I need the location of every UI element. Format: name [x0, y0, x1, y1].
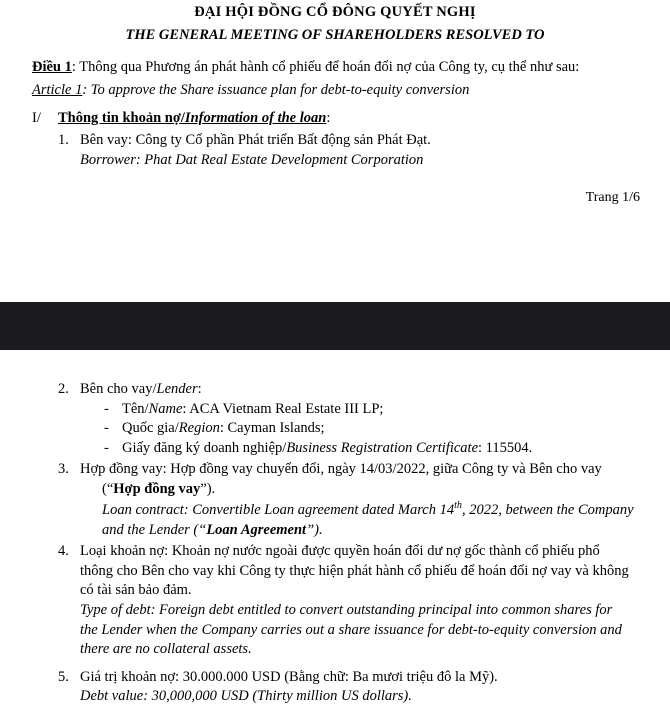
loan-contract-text-vi: Hợp đồng vay: Hợp đồng vay chuyển đổi, ngày 14/03/2022, giữa Công ty và Bên cho vay [80, 461, 602, 478]
section-heading-loan-info [0, 110, 670, 127]
loan-contract-text-en-line2 [80, 521, 640, 541]
section-title-vi: Thông tin khoản nợ [58, 110, 181, 127]
debt-type-vi-line3: có tài sản bảo đảm. [80, 582, 192, 599]
lender-label-en: Lender [156, 381, 198, 397]
page-number: Trang 1/6 [585, 190, 640, 205]
list-item-number: 4. [58, 543, 69, 560]
loan-info-list-bottom [0, 350, 670, 707]
section-title-separator: / [180, 110, 185, 127]
debt-type-vi-line1: Loại khoản nợ: Khoản nợ nước ngoài được quyền hoán đổi dư nợ gốc thành cổ phiếu phổ [80, 543, 600, 560]
list-item-dash: - [104, 439, 109, 456]
debt-type-en-line2: the Lender when the Company carries out a share issuance for debt-to-equity conversion and [80, 621, 622, 638]
quote-open: (“ [102, 480, 114, 497]
defined-term-en: Loan Agreement [206, 521, 307, 538]
article-block [0, 58, 670, 100]
loan-contract-en-pre: Loan contract: Convertible Loan agreement dated March 14 [102, 502, 455, 519]
list-item-number: 3. [58, 461, 69, 478]
list-item-number: 2. [58, 381, 69, 397]
sub-label-en: Name [148, 400, 183, 417]
article-label-en: Article 1 [32, 81, 83, 98]
article-label-vi: Điều 1 [32, 59, 72, 75]
list-item [104, 400, 640, 420]
defined-term-vi: Hợp đồng vay [113, 480, 201, 497]
article-text-en: : To approve the Share issuance plan for debt-to-equity conversion [82, 81, 470, 98]
loan-contract-text-en-line1 [80, 499, 640, 520]
loan-contract-en-post: , 2022, between the Company [462, 502, 634, 519]
article-text-vi: : Thông qua Phương án phát hành cổ phiếu để hoán đổi nợ của Công ty, cụ thể như sau: [71, 59, 580, 75]
loan-info-list-top [0, 131, 670, 170]
page-separator-band [0, 302, 670, 350]
lender-sublist [80, 400, 640, 459]
document-page-bottom [0, 350, 670, 705]
debt-type-en-line1: Type of debt: Foreign debt entitled to convert outstanding principal into common shares for [80, 602, 613, 619]
lender-label-vi: Bên cho vay/ [80, 381, 157, 397]
debt-type-en-line3: there are no collateral assets. [80, 641, 252, 658]
sub-label-vi: Giấy đăng ký doanh nghiệp/ [122, 439, 287, 456]
document-heading-vi: ĐẠI HỘI ĐỒNG CỔ ĐÔNG QUYẾT NGHỊ [194, 4, 476, 20]
list-item [58, 542, 640, 659]
section-title [58, 110, 644, 127]
sub-value: : Cayman Islands; [219, 420, 325, 437]
article-line-vi [32, 58, 644, 78]
document-heading-en: THE GENERAL MEETING OF SHAREHOLDERS RESOLVED TO [125, 27, 545, 43]
list-item [104, 439, 640, 459]
loan-agreement-en-post: ”). [306, 521, 323, 538]
lender-label-colon: : [197, 381, 202, 397]
list-item [58, 668, 640, 707]
article-line-en [32, 81, 644, 101]
list-item-text-en: Borrower: Phat Dat Real Estate Development Corporation [80, 151, 424, 168]
list-item [58, 460, 640, 540]
sub-label-en: Business Registration Certificate [286, 439, 479, 456]
debt-type-vi-line2: thông cho Bên cho vay khi Công ty thực hiện phát hành cổ phiếu để hoán đổi nợ vay và không [80, 562, 629, 579]
ordinal-suffix: th [454, 500, 462, 512]
list-item [58, 380, 640, 458]
document-page-top [0, 0, 670, 302]
debt-value-en: Debt value: 30,000,000 USD (Thirty million US dollars). [80, 688, 412, 705]
list-item-dash: - [104, 420, 109, 437]
loan-agreement-en-pre: and the Lender (“ [102, 521, 207, 538]
sub-label-vi: Quốc gia/ [122, 420, 179, 437]
sub-value: : ACA Vietnam Real Estate III LP; [182, 400, 384, 417]
loan-contract-defined-term-vi [80, 480, 640, 500]
list-item-dash: - [104, 400, 109, 417]
list-item-text-vi: Bên vay: Công ty Cổ phần Phát triển Bất động sản Phát Đạt. [80, 132, 431, 149]
section-title-colon: : [326, 110, 331, 127]
section-title-en: Information of the loan [184, 110, 327, 127]
list-item [104, 419, 640, 439]
list-item-number: 1. [58, 132, 69, 149]
sub-label-en: Region [178, 420, 220, 437]
quote-close: ”). [200, 480, 216, 497]
debt-value-vi: Giá trị khoản nợ: 30.000.000 USD (Bằng chữ: Ba mươi triệu đô la Mỹ). [80, 668, 498, 685]
list-item-number: 5. [58, 668, 69, 685]
list-item-text-vi [80, 380, 640, 400]
list-item [58, 131, 644, 170]
sub-label-vi: Tên/ [122, 400, 149, 417]
sub-value: : 115504. [478, 439, 533, 456]
section-number: I/ [32, 110, 41, 127]
